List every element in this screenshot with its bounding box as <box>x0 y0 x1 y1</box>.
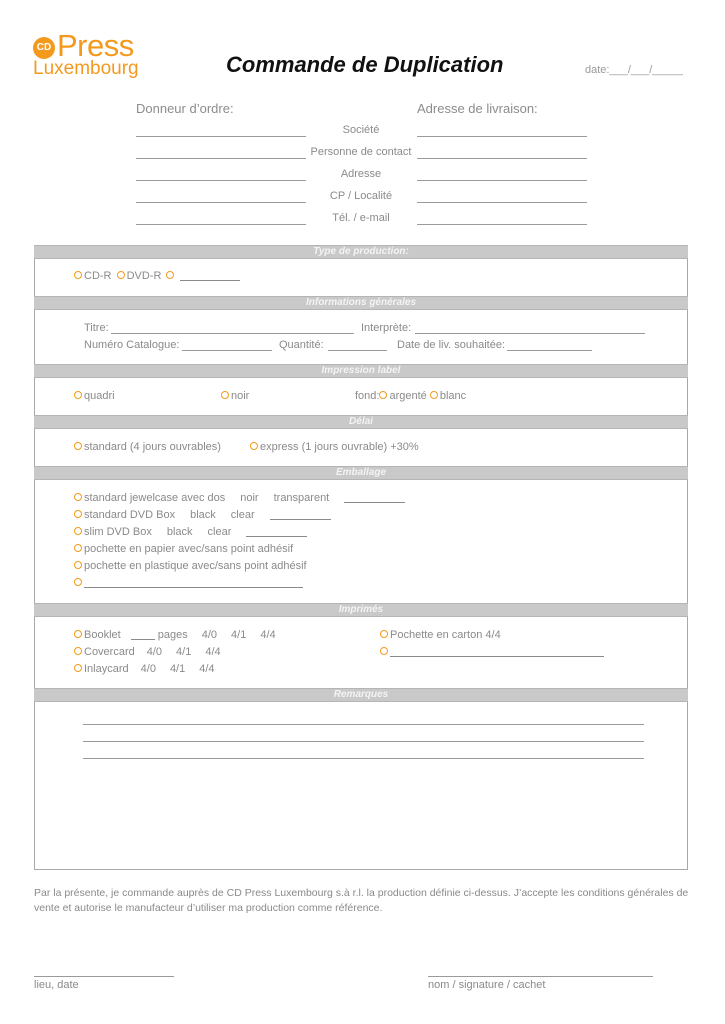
label-delai-express: express (1 jours ouvrable) +30% <box>260 441 419 453</box>
label-quadri: quadri <box>84 390 115 402</box>
label-covercard-41: 4/1 <box>176 646 192 658</box>
label-jewelcase: standard jewelcase avec dos <box>84 492 226 504</box>
donneur-heading: Donneur d’ordre: <box>136 101 234 116</box>
donneur-cp-field[interactable] <box>136 202 306 203</box>
option-emballage-other <box>74 577 303 589</box>
radio-delai-express[interactable] <box>250 442 258 450</box>
option-dvdbox <box>74 509 331 521</box>
option-plastique <box>74 560 307 572</box>
label-contact: Personne de contact <box>310 146 412 158</box>
lieu-date-field[interactable] <box>34 976 174 977</box>
radio-carton[interactable] <box>380 630 388 638</box>
catalogue-field[interactable] <box>182 350 272 351</box>
label-argente: argenté <box>389 390 427 402</box>
page-title: Commande de Duplication <box>226 52 504 77</box>
label-slimbox-clear: clear <box>207 526 232 538</box>
option-carton <box>380 629 501 641</box>
label-booklet-41: 4/1 <box>231 629 247 641</box>
label-dvdbox-clear: clear <box>230 509 255 521</box>
radio-dvdr[interactable] <box>117 271 125 279</box>
label-societe: Société <box>342 124 380 136</box>
booklet-pages-field[interactable] <box>131 629 155 640</box>
label-signature: nom / signature / cachet <box>428 979 546 991</box>
option-inlaycard <box>74 663 215 675</box>
donneur-adresse-field[interactable] <box>136 180 306 181</box>
donneur-societe-field[interactable] <box>136 136 306 137</box>
imprimes-other-field[interactable] <box>390 646 604 657</box>
terms-text: Par la présente, je commande auprès de CD Press Luxembourg s.à r.l. la production définie ci-dessus. J’accepte les conditions générales de vente et autorise le manufacteur d’utiliser ma production comme référence. <box>34 887 689 914</box>
radio-imprimes-other[interactable] <box>380 647 388 655</box>
section-remarques: Remarques <box>34 688 688 702</box>
label-jewel-transparent: transparent <box>273 492 330 504</box>
logo-luxembourg: Luxembourg <box>33 58 139 79</box>
radio-delai-standard[interactable] <box>74 442 82 450</box>
section-imprimes: Imprimés <box>34 603 688 617</box>
livraison-heading: Adresse de livraison: <box>417 101 538 116</box>
production-other-field[interactable] <box>180 270 240 281</box>
label-covercard: Covercard <box>84 646 135 658</box>
label-blanc: blanc <box>439 390 467 402</box>
label-jewel-noir: noir <box>240 492 259 504</box>
radio-dvdbox[interactable] <box>74 510 82 518</box>
label-inlaycard-44: 4/4 <box>199 663 215 675</box>
label-slimbox: slim DVD Box <box>84 526 152 538</box>
section-delai: Délai <box>34 415 688 429</box>
livraison-societe-field[interactable] <box>417 136 587 137</box>
label-plastique: pochette en plastique avec/sans point adhésif <box>84 560 307 572</box>
date-field[interactable]: date:___/___/_____ <box>585 64 683 76</box>
radio-noir[interactable] <box>221 391 229 399</box>
label-booklet-40: 4/0 <box>201 629 218 641</box>
livraison-contact-field[interactable] <box>417 158 587 159</box>
label-cdr: CD-R <box>84 270 112 282</box>
radio-inlaycard[interactable] <box>74 664 82 672</box>
label-inlaycard-40: 4/0 <box>140 663 156 675</box>
option-quadri <box>74 390 115 402</box>
production-options <box>74 270 240 282</box>
section-info: Informations générales <box>34 296 688 310</box>
section-production: Type de production: <box>34 245 688 259</box>
option-delai-express <box>250 441 419 453</box>
radio-jewelcase[interactable] <box>74 493 82 501</box>
label-dvdbox: standard DVD Box <box>84 509 176 521</box>
label-fond: fond: <box>355 390 380 402</box>
label-inlaycard: Inlaycard <box>84 663 129 675</box>
donneur-contact-field[interactable] <box>136 158 306 159</box>
radio-plastique[interactable] <box>74 561 82 569</box>
label-inlaycard-41: 4/1 <box>169 663 186 675</box>
label-noir: noir <box>231 390 250 402</box>
option-noir <box>221 390 249 402</box>
livraison-cp-field[interactable] <box>417 202 587 203</box>
jewelcase-field[interactable] <box>344 492 405 503</box>
label-slimbox-black: black <box>166 526 193 538</box>
option-fond <box>355 390 466 402</box>
signature-field[interactable] <box>428 976 653 977</box>
option-booklet <box>74 629 276 641</box>
radio-argente[interactable] <box>379 391 387 399</box>
label-cp-localite: CP / Localité <box>329 190 393 202</box>
logo-cd-badge: CD <box>33 37 55 59</box>
label-booklet-44: 4/4 <box>260 629 276 641</box>
label-interprete: Interprète: <box>361 322 412 334</box>
label-booklet: Booklet <box>84 629 121 641</box>
label-covercard-40: 4/0 <box>146 646 163 658</box>
radio-blanc[interactable] <box>430 391 438 399</box>
label-tel-email: Tél. / e-mail <box>332 212 390 224</box>
label-pages: pages <box>157 629 188 641</box>
emballage-other-field[interactable] <box>84 577 303 588</box>
radio-production-other[interactable] <box>166 271 174 279</box>
remarques-line-1[interactable] <box>83 724 644 725</box>
option-covercard <box>74 646 221 658</box>
label-dvdbox-black: black <box>190 509 216 521</box>
radio-papier[interactable] <box>74 544 82 552</box>
label-date-livraison: Date de liv. souhaitée: <box>397 339 506 351</box>
interprete-field[interactable] <box>415 333 645 334</box>
donneur-tel-field[interactable] <box>136 224 306 225</box>
label-delai-standard: standard (4 jours ouvrables) <box>84 441 221 453</box>
option-delai-standard <box>74 441 221 453</box>
option-imprimes-other <box>380 646 604 658</box>
logo-press: Press <box>57 28 134 63</box>
section-emballage: Emballage <box>34 466 688 480</box>
section-impression: Impression label <box>34 364 688 378</box>
dvdbox-field[interactable] <box>270 509 331 520</box>
date-livraison-field[interactable] <box>507 350 592 351</box>
radio-quadri[interactable] <box>74 391 82 399</box>
label-papier: pochette en papier avec/sans point adhésif <box>84 543 294 555</box>
label-lieu-date: lieu, date <box>34 979 79 991</box>
label-carton: Pochette en carton 4/4 <box>390 629 501 641</box>
label-quantite: Quantité: <box>279 339 324 351</box>
radio-booklet[interactable] <box>74 630 82 638</box>
option-papier <box>74 543 293 555</box>
livraison-adresse-field[interactable] <box>417 180 587 181</box>
livraison-tel-field[interactable] <box>417 224 587 225</box>
label-covercard-44: 4/4 <box>205 646 221 658</box>
label-titre: Titre: <box>84 322 109 334</box>
radio-covercard[interactable] <box>74 647 82 655</box>
radio-emballage-other[interactable] <box>74 578 82 586</box>
remarques-line-3[interactable] <box>83 758 644 759</box>
radio-slimbox[interactable] <box>74 527 82 535</box>
label-dvdr: DVD-R <box>126 270 162 282</box>
remarques-line-2[interactable] <box>83 741 644 742</box>
label-catalogue: Numéro Catalogue: <box>84 339 180 351</box>
option-jewelcase <box>74 492 405 504</box>
quantite-field[interactable] <box>328 350 387 351</box>
radio-cdr[interactable] <box>74 271 82 279</box>
label-adresse: Adresse <box>340 168 382 180</box>
titre-field[interactable] <box>111 333 354 334</box>
slimbox-field[interactable] <box>246 526 307 537</box>
option-slimbox <box>74 526 307 538</box>
